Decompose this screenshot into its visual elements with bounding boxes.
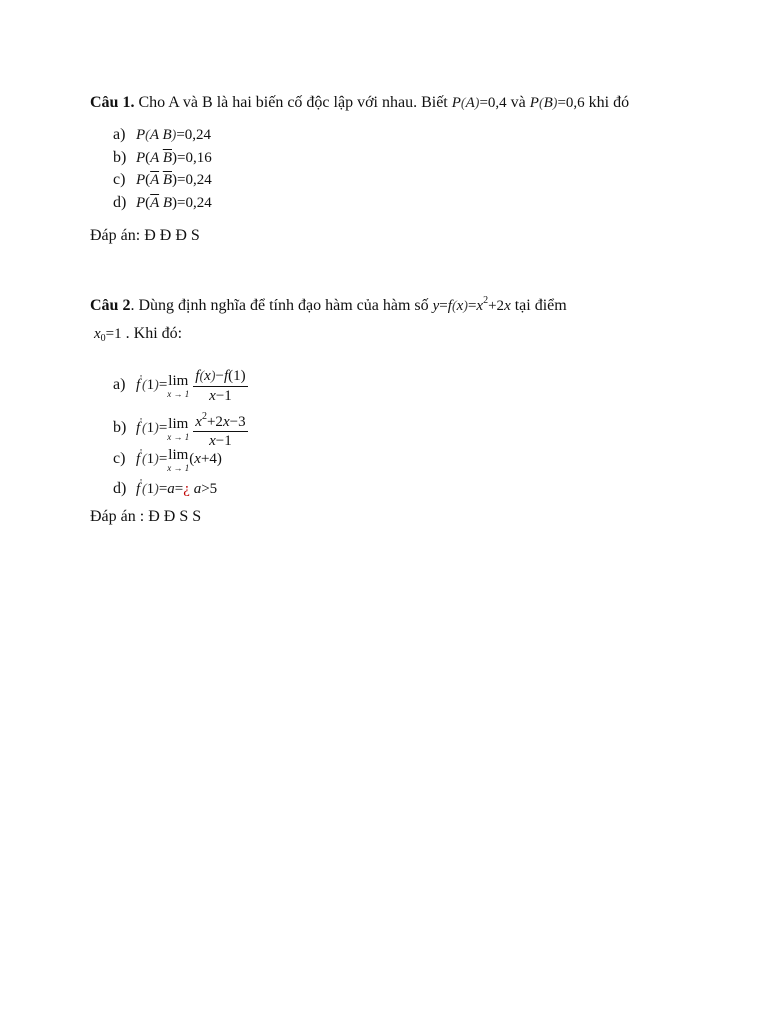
prob-a: P(A)=0,4 [451, 95, 507, 111]
question-2-stem [90, 291, 567, 317]
question-2-tail: tại điểm [510, 297, 567, 314]
question-1-answer: Đáp án: Đ Đ Đ S [90, 227, 200, 244]
fraction: $\frac{x^2+2x-3}{x-1}$ [193, 408, 247, 450]
q2-option-d-label: d) [113, 480, 127, 497]
question-2-label: Câu 2 [90, 297, 131, 314]
limit-operator: lim x → 1 [167, 446, 190, 473]
question-2-text: . Dùng định nghĩa để tính đạo hàm của hàm số [130, 297, 433, 314]
limit-operator: lim x → 1 [167, 416, 190, 442]
q1-option-d-label: d) [113, 194, 127, 211]
point-x0: $x_0=1$ [94, 326, 122, 344]
broken-glyph: ¿ [183, 481, 190, 497]
q2-option-b-expr: f'(1)= lim x → 1 $\frac{x^2+2x-3}{x-1}$ [136, 420, 248, 436]
q2-option-a-label: a) [113, 376, 126, 394]
q2-option-a-expr: f'(1)= lim x → 1 $\frac{f(x)-f(1)}{x-1}$ [136, 368, 246, 404]
q1-option-b [113, 148, 212, 168]
q1-option-c-label: c) [113, 171, 126, 188]
question-2-khi-do: . Khi đó: [121, 325, 183, 342]
question-1-label: Câu 1. [90, 94, 135, 111]
q1-option-d [113, 193, 212, 213]
q2-option-c [113, 444, 222, 473]
q1-option-d-expr: $P(\overline{A}$ B)=0,24 [136, 195, 212, 211]
q2-option-c-expr: f'(1)= lim x → 1 (x+4) [136, 446, 222, 473]
limit-operator: lim x → 1 [167, 373, 190, 399]
q2-option-a [113, 367, 248, 405]
question-1-tail: khi đó [584, 94, 630, 111]
fraction: $\frac{f(x)-f(1)}{x-1}$ [195, 368, 246, 404]
q1-option-c-expr: $P(\overline{A}$ $\overline{B})=0,24$ [136, 172, 212, 188]
question-1-text: Cho A và B là hai biến cố độc lập với nhau. Biết [134, 94, 452, 111]
q1-option-a-label: a) [113, 126, 126, 143]
question-2-point [94, 324, 182, 349]
q1-option-a [113, 125, 211, 146]
question-2-answer: Đáp án : Đ Đ S S [90, 508, 202, 525]
q2-option-b-label: b) [113, 419, 127, 437]
prob-b: P(B)=0,6 [529, 95, 585, 111]
function-def: $y=f(x)=x^2+2x$ [432, 295, 511, 314]
q1-option-b-label: b) [113, 149, 127, 166]
question-1-stem [90, 93, 629, 114]
question-1-and: và [506, 94, 530, 111]
q1-option-c [113, 170, 212, 190]
q1-option-b-expr: P(A $\overline{B})=0,16$ [136, 150, 212, 166]
q2-option-d [113, 474, 217, 500]
q2-option-c-label: c) [113, 450, 126, 467]
q2-option-d-expr: f'(1)=a=¿ a>5 [136, 478, 218, 497]
q1-option-a-expr: P(A B)=0,24 [136, 127, 212, 143]
